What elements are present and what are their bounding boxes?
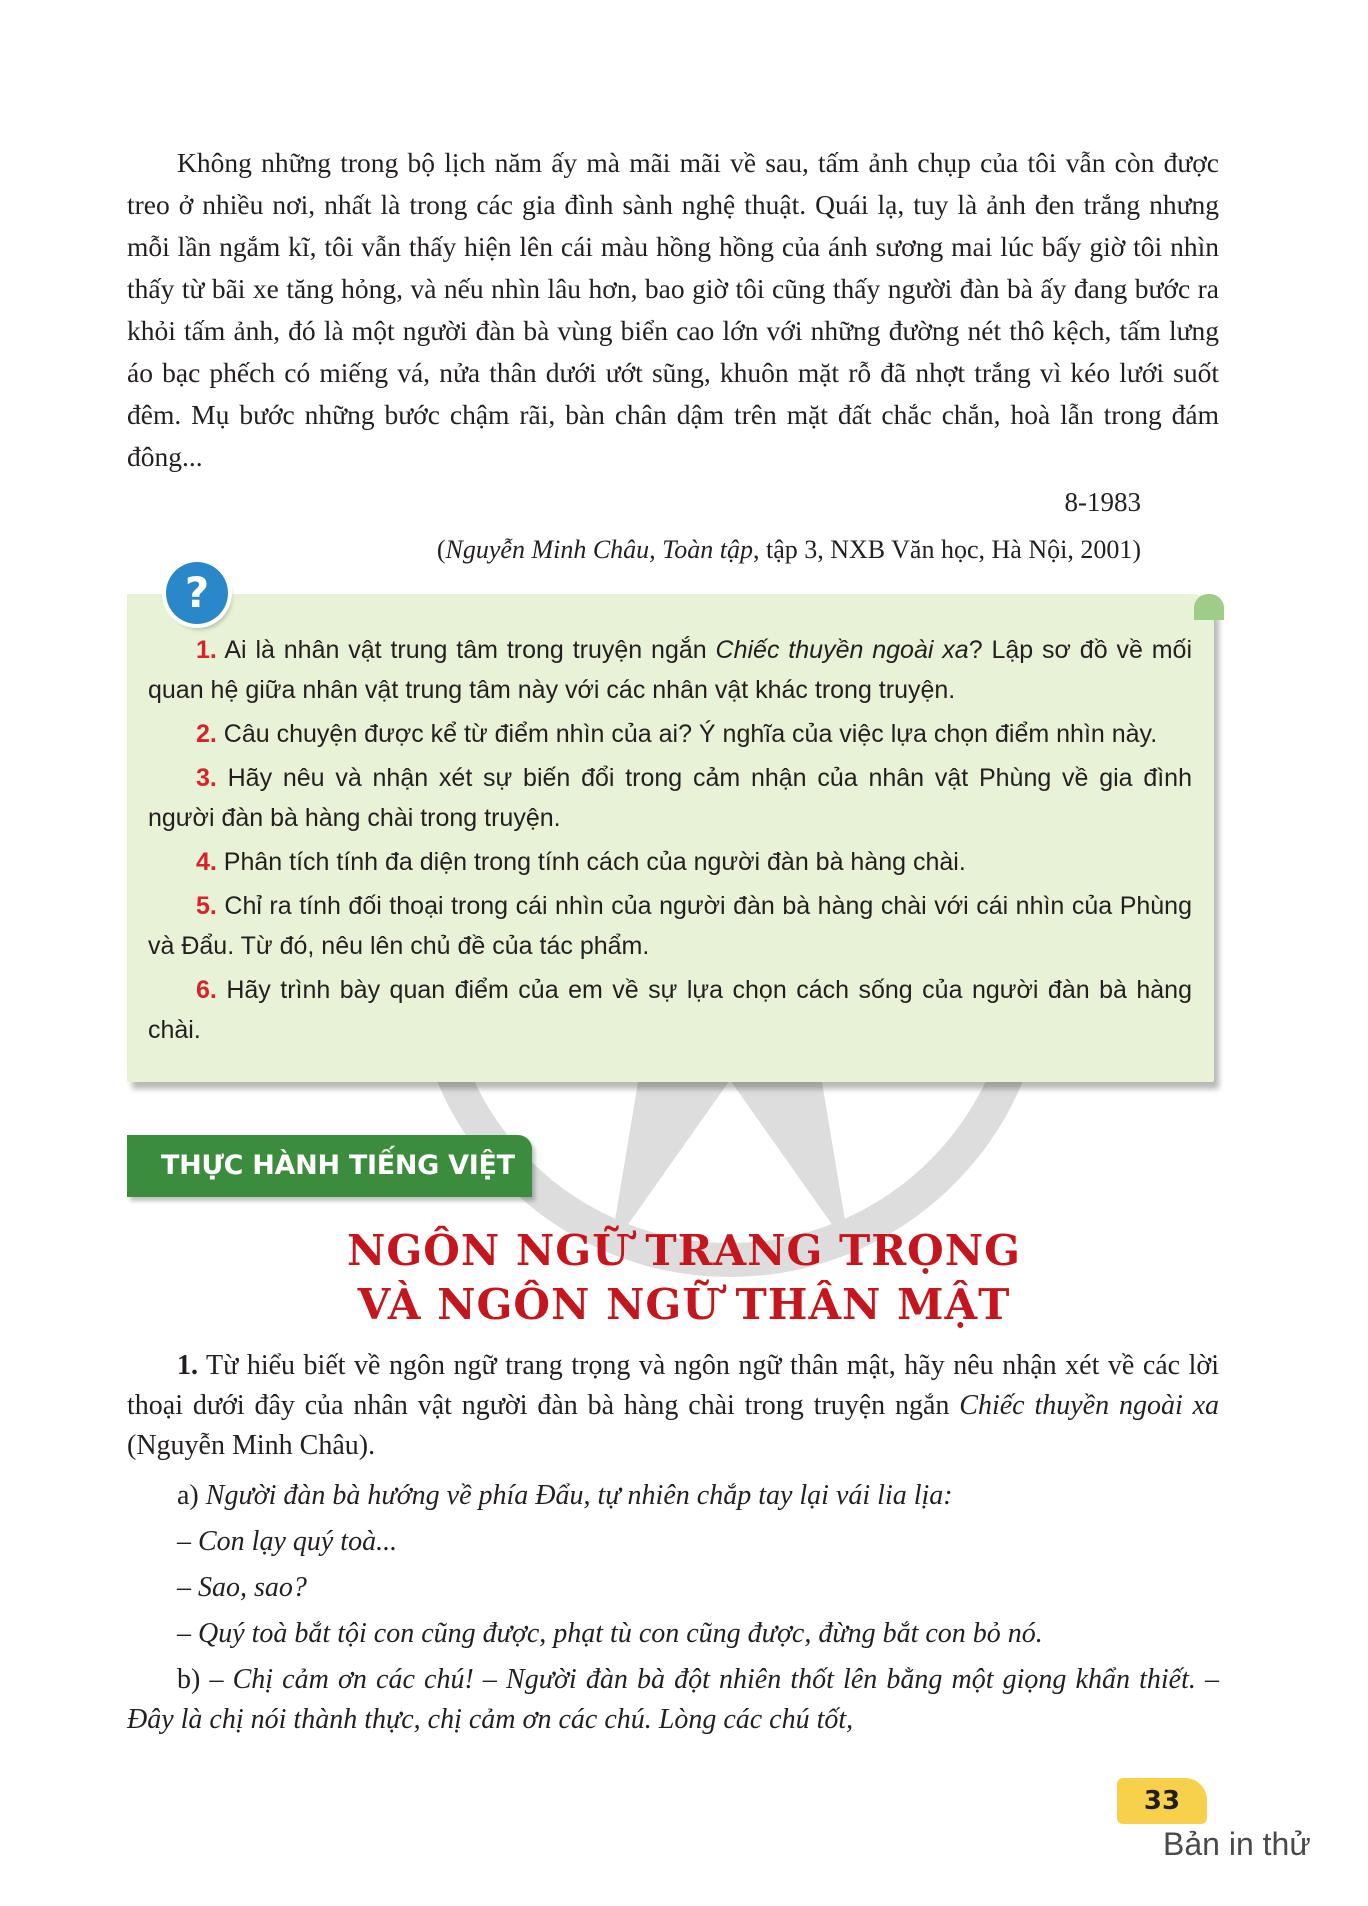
exercise-intro: 1. Từ hiểu biết về ngôn ngữ trang trọng và ngôn ngữ thân mật, hãy nêu nhận xét về các lời thoại dưới đây của nhân vật người đàn bà hàng chài trong truyện ngắn Chiếc thuyền ngoài xa (Nguyễn Minh Châu). [127, 1350, 1219, 1461]
questions-box-tab [1194, 594, 1224, 620]
question-item: 6. Hãy trình bày quan điểm của em về sự lựa chọn cách sống của người đàn bà hàng chài. [148, 976, 1192, 1044]
source-citation: (Nguyễn Minh Châu, Toàn tập, tập 3, NXB Văn học, Hà Nội, 2001) [436, 535, 1141, 564]
section-tag-practice: THỰC HÀNH TIẾNG VIỆT [127, 1135, 532, 1197]
story-date: 8-1983 [1064, 487, 1141, 517]
question-item: 1. Ai là nhân vật trung tâm trong truyện ngắn Chiếc thuyền ngoài xa? Lập sơ đồ về mối quan hệ giữa nhân vật trung tâm này với các nhân vật khác trong truyện. [148, 636, 1193, 704]
exercise-a-dialogue-1: – Con lạy quý toà... [177, 1526, 398, 1557]
question-item: 5. Chỉ ra tính đối thoại trong cái nhìn của người đàn bà hàng chài với cái nhìn của Phùng và Đẩu. Từ đó, nêu lên chủ đề của tác phẩm. [148, 892, 1192, 960]
question-item: 2. Câu chuyện được kể từ điểm nhìn của ai? Ý nghĩa của việc lựa chọn điểm nhìn này. [196, 720, 1158, 748]
question-mark-icon: ? [166, 562, 228, 624]
exercise-a-dialogue-2: – Sao, sao? [177, 1572, 307, 1603]
question-list [148, 630, 1192, 1054]
exercise-a-dialogue-3: – Quý toà bắt tội con cũng được, phạt tù con cũng được, đừng bắt con bỏ nó. [177, 1618, 1043, 1649]
story-excerpt-paragraph: Không những trong bộ lịch năm ấy mà mãi mãi về sau, tấm ảnh chụp của tôi vẫn còn được treo ở nhiều nơi, nhất là trong các gia đình sành nghệ thuật. Quái lạ, tuy là ảnh đen trắng nhưng mỗi lần ngắm kĩ, tôi vẫn thấy hiện lên cái màu hồng hồng của ánh sương mai lúc bấy giờ tôi nhìn thấy từ bãi xe tăng hỏng, và nếu nhìn lâu hơn, bao giờ tôi cũng thấy người đàn bà ấy đang bước ra khỏi tấm ảnh, đó là một người đàn bà vùng biển cao lớn với những đường nét thô kệch, tấm lưng áo bạc phếch có miếng vá, nửa thân dưới ướt sũng, khuôn mặt rỗ đã nhợt trắng vì kéo lưới suốt đêm. Mụ bước những bước chậm rãi, bàn chân dậm trên mặt đất chắc chắn, hoà lẫn trong đám đông... [127, 147, 1219, 472]
question-item: 4. Phân tích tính đa diện trong tính cách của người đàn bà hàng chài. [196, 848, 966, 876]
draft-watermark-label: Bản in thử [1163, 1826, 1311, 1862]
question-item: 3. Hãy nêu và nhận xét sự biến đổi trong cảm nhận của nhân vật Phùng về gia đình người đàn bà hàng chài trong truyện. [148, 764, 1192, 832]
page-number-badge: 33 [1117, 1778, 1207, 1824]
lesson-title-line-2: VÀ NGÔN NGỮ THÂN MẬT [357, 1280, 1011, 1329]
lesson-title-line-1: NGÔN NGỮ TRANG TRỌNG [347, 1226, 1021, 1275]
exercise-a-intro: a) Người đàn bà hướng về phía Đẩu, tự nhiên chắp tay lại vái lia lịa: [177, 1480, 953, 1511]
exercise-b-text: b) – Chị cảm ơn các chú! – Người đàn bà đột nhiên thốt lên bằng một giọng khẩn thiết. – Đây là chị nói thành thực, chị cảm ơn các chú. Lòng các chú tốt, [127, 1664, 1219, 1735]
